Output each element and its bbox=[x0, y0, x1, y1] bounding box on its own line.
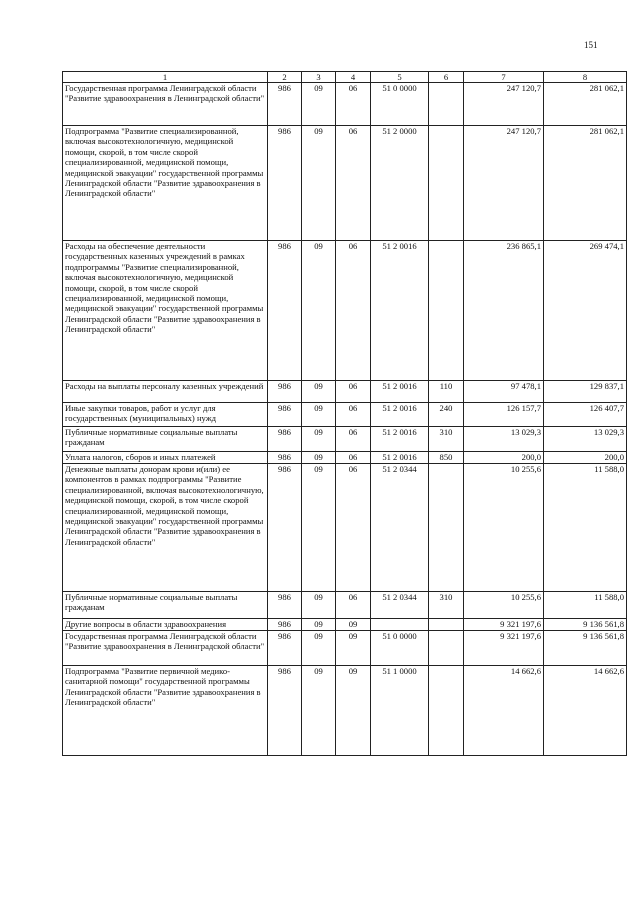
cell-subsection: 09 bbox=[336, 631, 371, 666]
cell-amount-8: 281 062,1 bbox=[544, 83, 627, 126]
row-name: Расходы на обеспечение деятельности государственных казенных учреждений в рамках подпрограммы "Развитие специализированной, включая высокотехнологичную, медицинской помощи, скорой, в том числе скорой специализированной, медицинской помощи, медицинской эвакуации" государственной программы Ленинградской области "Развитие здравоохранения в Ленинградской области" bbox=[63, 241, 268, 381]
cell-subsection: 06 bbox=[336, 241, 371, 381]
header-cell-8: 8 bbox=[544, 72, 627, 83]
cell-subsection: 06 bbox=[336, 427, 371, 452]
cell-target-article: 51 2 0000 bbox=[371, 126, 429, 241]
cell-amount-7: 13 029,3 bbox=[464, 427, 544, 452]
cell-ministry: 986 bbox=[268, 592, 302, 619]
cell-target-article: 51 2 0344 bbox=[371, 592, 429, 619]
cell-expense-type bbox=[429, 126, 464, 241]
row-name: Подпрограмма "Развитие специализированной, включая высокотехнологичную, медицинской помощи, скорой, в том числе скорой специализированной, медицинской помощи, медицинской эвакуации" государственной программы Ленинградской области "Развитие здравоохранения в Ленинградской области" bbox=[63, 126, 268, 241]
row-name: Другие вопросы в области здравоохранения bbox=[63, 619, 268, 631]
header-cell-6: 6 bbox=[429, 72, 464, 83]
row-name: Уплата налогов, сборов и иных платежей bbox=[63, 452, 268, 464]
table-row bbox=[63, 592, 627, 619]
cell-ministry: 986 bbox=[268, 126, 302, 241]
cell-amount-8: 9 136 561,8 bbox=[544, 619, 627, 631]
cell-subsection: 09 bbox=[336, 619, 371, 631]
cell-section: 09 bbox=[302, 126, 336, 241]
table-row bbox=[63, 619, 627, 631]
cell-section: 09 bbox=[302, 403, 336, 427]
cell-amount-7: 247 120,7 bbox=[464, 83, 544, 126]
cell-ministry: 986 bbox=[268, 464, 302, 592]
cell-amount-7: 126 157,7 bbox=[464, 403, 544, 427]
cell-target-article: 51 2 0016 bbox=[371, 427, 429, 452]
cell-expense-type: 310 bbox=[429, 427, 464, 452]
cell-section: 09 bbox=[302, 381, 336, 403]
cell-amount-7: 9 321 197,6 bbox=[464, 631, 544, 666]
cell-section: 09 bbox=[302, 241, 336, 381]
cell-section: 09 bbox=[302, 631, 336, 666]
cell-subsection: 06 bbox=[336, 126, 371, 241]
row-name: Иные закупки товаров, работ и услуг для государственных (муниципальных) нужд bbox=[63, 403, 268, 427]
cell-amount-8: 281 062,1 bbox=[544, 126, 627, 241]
cell-section: 09 bbox=[302, 464, 336, 592]
cell-ministry: 986 bbox=[268, 427, 302, 452]
header-cell-5: 5 bbox=[371, 72, 429, 83]
cell-amount-8: 269 474,1 bbox=[544, 241, 627, 381]
cell-amount-7: 9 321 197,6 bbox=[464, 619, 544, 631]
header-cell-4: 4 bbox=[336, 72, 371, 83]
table-row bbox=[63, 83, 627, 126]
cell-target-article: 51 2 0016 bbox=[371, 452, 429, 464]
header-cell-1: 1 bbox=[63, 72, 268, 83]
row-name: Денежные выплаты донорам крови и(или) ее компонентов в рамках подпрограммы "Развитие специализированной, включая высокотехнологичную, медицинской помощи, скорой, в том числе скорой специализированной, медицинской помощи, медицинской эвакуации" государственной программы Ленинградской области "Развитие здравоохранения в Ленинградской области" bbox=[63, 464, 268, 592]
table-row bbox=[63, 241, 627, 381]
cell-target-article: 51 2 0016 bbox=[371, 381, 429, 403]
cell-ministry: 986 bbox=[268, 452, 302, 464]
cell-amount-8: 14 662,6 bbox=[544, 666, 627, 756]
cell-expense-type bbox=[429, 464, 464, 592]
header-row bbox=[63, 72, 627, 83]
cell-amount-8: 13 029,3 bbox=[544, 427, 627, 452]
cell-amount-7: 14 662,6 bbox=[464, 666, 544, 756]
row-name: Расходы на выплаты персоналу казенных учреждений bbox=[63, 381, 268, 403]
cell-expense-type bbox=[429, 619, 464, 631]
cell-expense-type: 310 bbox=[429, 592, 464, 619]
cell-ministry: 986 bbox=[268, 381, 302, 403]
table-row bbox=[63, 464, 627, 592]
cell-amount-8: 11 588,0 bbox=[544, 592, 627, 619]
budget-table bbox=[62, 71, 627, 756]
cell-section: 09 bbox=[302, 83, 336, 126]
table-row bbox=[63, 403, 627, 427]
cell-subsection: 06 bbox=[336, 592, 371, 619]
cell-amount-8: 9 136 561,8 bbox=[544, 631, 627, 666]
row-name: Подпрограмма "Развитие первичной медико-санитарной помощи" государственной программы Ленинградской области "Развитие здравоохранения в Ленинградской области" bbox=[63, 666, 268, 756]
table-row bbox=[63, 452, 627, 464]
cell-expense-type bbox=[429, 83, 464, 126]
cell-target-article: 51 1 0000 bbox=[371, 666, 429, 756]
cell-amount-7: 10 255,6 bbox=[464, 592, 544, 619]
cell-section: 09 bbox=[302, 427, 336, 452]
header-cell-7: 7 bbox=[464, 72, 544, 83]
row-name: Государственная программа Ленинградской области "Развитие здравоохранения в Ленинградской области" bbox=[63, 631, 268, 666]
cell-subsection: 06 bbox=[336, 452, 371, 464]
cell-amount-8: 11 588,0 bbox=[544, 464, 627, 592]
cell-amount-8: 200,0 bbox=[544, 452, 627, 464]
table-row bbox=[63, 381, 627, 403]
cell-amount-7: 247 120,7 bbox=[464, 126, 544, 241]
cell-amount-7: 10 255,6 bbox=[464, 464, 544, 592]
cell-subsection: 06 bbox=[336, 83, 371, 126]
cell-expense-type bbox=[429, 631, 464, 666]
cell-ministry: 986 bbox=[268, 631, 302, 666]
table-row bbox=[63, 126, 627, 241]
table-row bbox=[63, 666, 627, 756]
table-row bbox=[63, 427, 627, 452]
cell-amount-7: 200,0 bbox=[464, 452, 544, 464]
cell-ministry: 986 bbox=[268, 666, 302, 756]
cell-expense-type: 110 bbox=[429, 381, 464, 403]
table-row bbox=[63, 631, 627, 666]
cell-subsection: 06 bbox=[336, 403, 371, 427]
cell-ministry: 986 bbox=[268, 403, 302, 427]
cell-expense-type bbox=[429, 666, 464, 756]
cell-ministry: 986 bbox=[268, 83, 302, 126]
cell-target-article bbox=[371, 619, 429, 631]
cell-amount-7: 97 478,1 bbox=[464, 381, 544, 403]
cell-section: 09 bbox=[302, 666, 336, 756]
cell-subsection: 09 bbox=[336, 666, 371, 756]
header-cell-2: 2 bbox=[268, 72, 302, 83]
cell-expense-type bbox=[429, 241, 464, 381]
cell-ministry: 986 bbox=[268, 619, 302, 631]
cell-amount-7: 236 865,1 bbox=[464, 241, 544, 381]
cell-section: 09 bbox=[302, 619, 336, 631]
cell-target-article: 51 0 0000 bbox=[371, 631, 429, 666]
row-name: Публичные нормативные социальные выплаты гражданам bbox=[63, 592, 268, 619]
cell-amount-8: 129 837,1 bbox=[544, 381, 627, 403]
cell-amount-8: 126 407,7 bbox=[544, 403, 627, 427]
cell-target-article: 51 2 0016 bbox=[371, 403, 429, 427]
cell-target-article: 51 0 0000 bbox=[371, 83, 429, 126]
cell-ministry: 986 bbox=[268, 241, 302, 381]
cell-subsection: 06 bbox=[336, 464, 371, 592]
row-name: Государственная программа Ленинградской области "Развитие здравоохранения в Ленинградской области" bbox=[63, 83, 268, 126]
cell-target-article: 51 2 0344 bbox=[371, 464, 429, 592]
cell-section: 09 bbox=[302, 592, 336, 619]
page-number: 151 bbox=[584, 40, 598, 50]
cell-section: 09 bbox=[302, 452, 336, 464]
cell-expense-type: 240 bbox=[429, 403, 464, 427]
cell-subsection: 06 bbox=[336, 381, 371, 403]
cell-target-article: 51 2 0016 bbox=[371, 241, 429, 381]
cell-expense-type: 850 bbox=[429, 452, 464, 464]
row-name: Публичные нормативные социальные выплаты гражданам bbox=[63, 427, 268, 452]
header-cell-3: 3 bbox=[302, 72, 336, 83]
